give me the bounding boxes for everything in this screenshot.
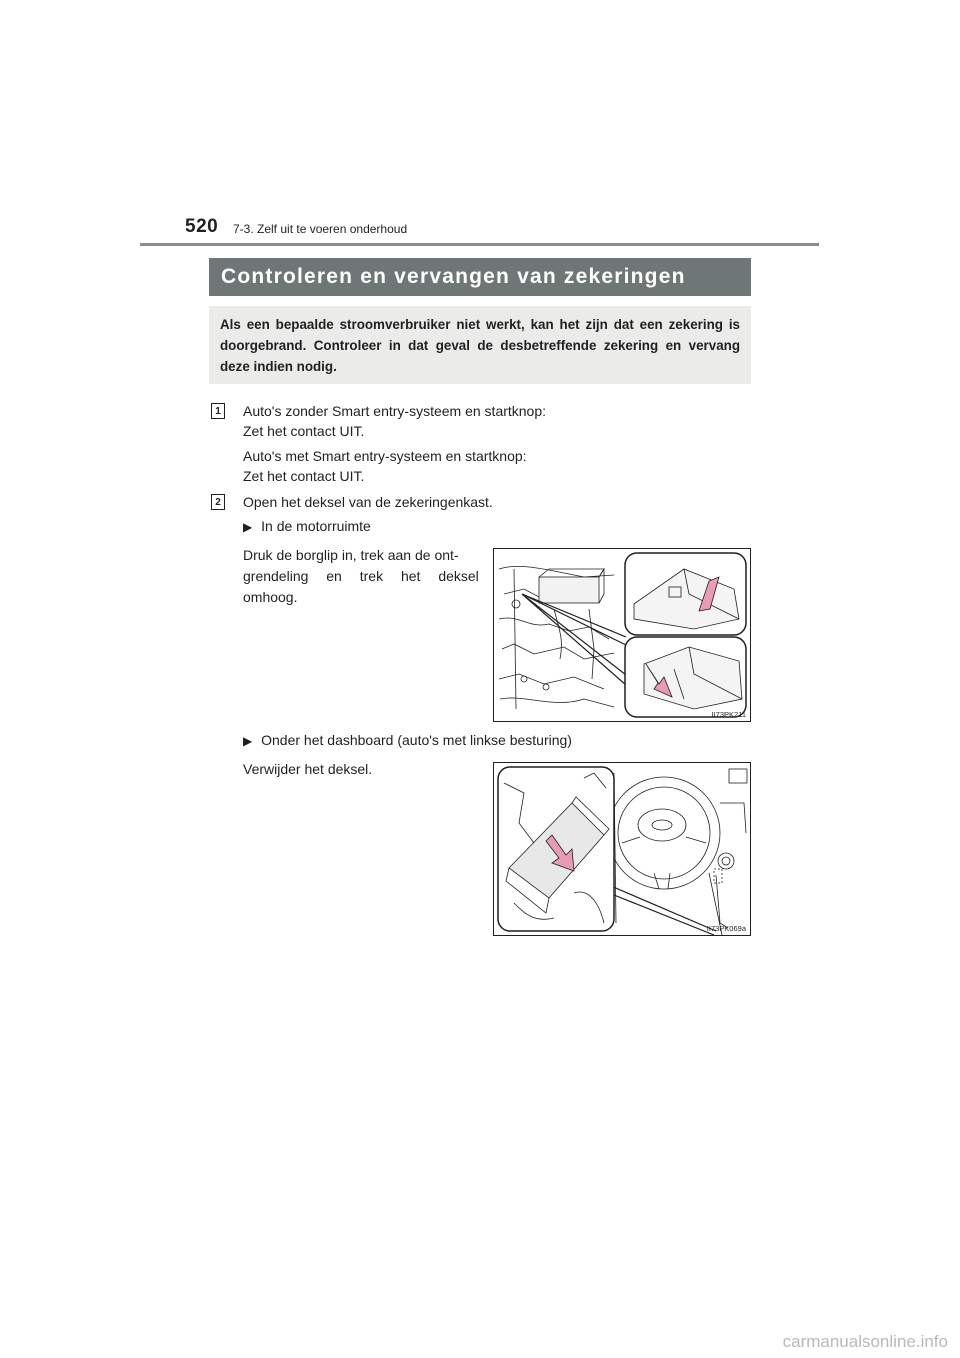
step-1-line-3: Auto's met Smart entry-systeem en startknop:: [243, 448, 527, 464]
figure-engine-fusebox: [493, 548, 751, 722]
subsection-label: Onder het dashboard (auto's met linkse besturing): [261, 732, 572, 748]
dashboard-description: Verwijder het deksel.: [243, 761, 373, 777]
step-1-line-4: Zet het contact UIT.: [243, 468, 365, 484]
subsection-motorruimte: [243, 516, 371, 537]
figure-dashboard-fusebox: [493, 762, 751, 936]
watermark: carmanualsonline.info: [782, 1332, 948, 1351]
triangle-bullet-icon: ▶: [243, 734, 253, 748]
step-badge-2: 2: [211, 494, 225, 510]
step-1-line-2: Zet het contact UIT.: [243, 423, 365, 439]
description-line: [243, 545, 479, 566]
intro-text: Als een bepaalde stroomverbruiker niet werkt, kan het zijn dat een zekering is doorgebrand. Controleer in dat geval de desbetreffende zekering en vervang deze indien nodig.: [220, 317, 740, 374]
triangle-bullet-icon: ▶: [243, 520, 253, 534]
dashboard-illustration: [494, 763, 750, 935]
page-number: 520: [185, 216, 219, 237]
figure-code: II73PK069a: [706, 924, 746, 933]
subsection-label: In de motorruimte: [261, 518, 371, 534]
figure-code: II73PK211: [711, 710, 746, 719]
description-line-text: grendeling en trek het deksel: [243, 568, 479, 584]
step-1-line-1: Auto's zonder Smart entry-systeem en startknop:: [243, 403, 547, 419]
step-badge-1: 1: [211, 403, 225, 419]
step-2-text: Open het deksel van de zekeringenkast.: [243, 494, 493, 510]
description-line: [243, 566, 479, 587]
header-divider: [140, 243, 819, 246]
subsection-dashboard: [243, 730, 572, 751]
section-title: 7-3. Zelf uit te voeren onderhoud: [233, 222, 408, 236]
description-line-text: Druk de borglip in, trek aan de ont-: [243, 547, 459, 563]
description-line-text: omhoog.: [243, 589, 298, 605]
engine-bay-illustration: [494, 549, 750, 721]
page-title: Controleren en vervangen van zekeringen: [209, 258, 751, 296]
intro-box: [209, 306, 751, 384]
motorruimte-description: [243, 545, 479, 608]
description-line: [243, 587, 479, 608]
